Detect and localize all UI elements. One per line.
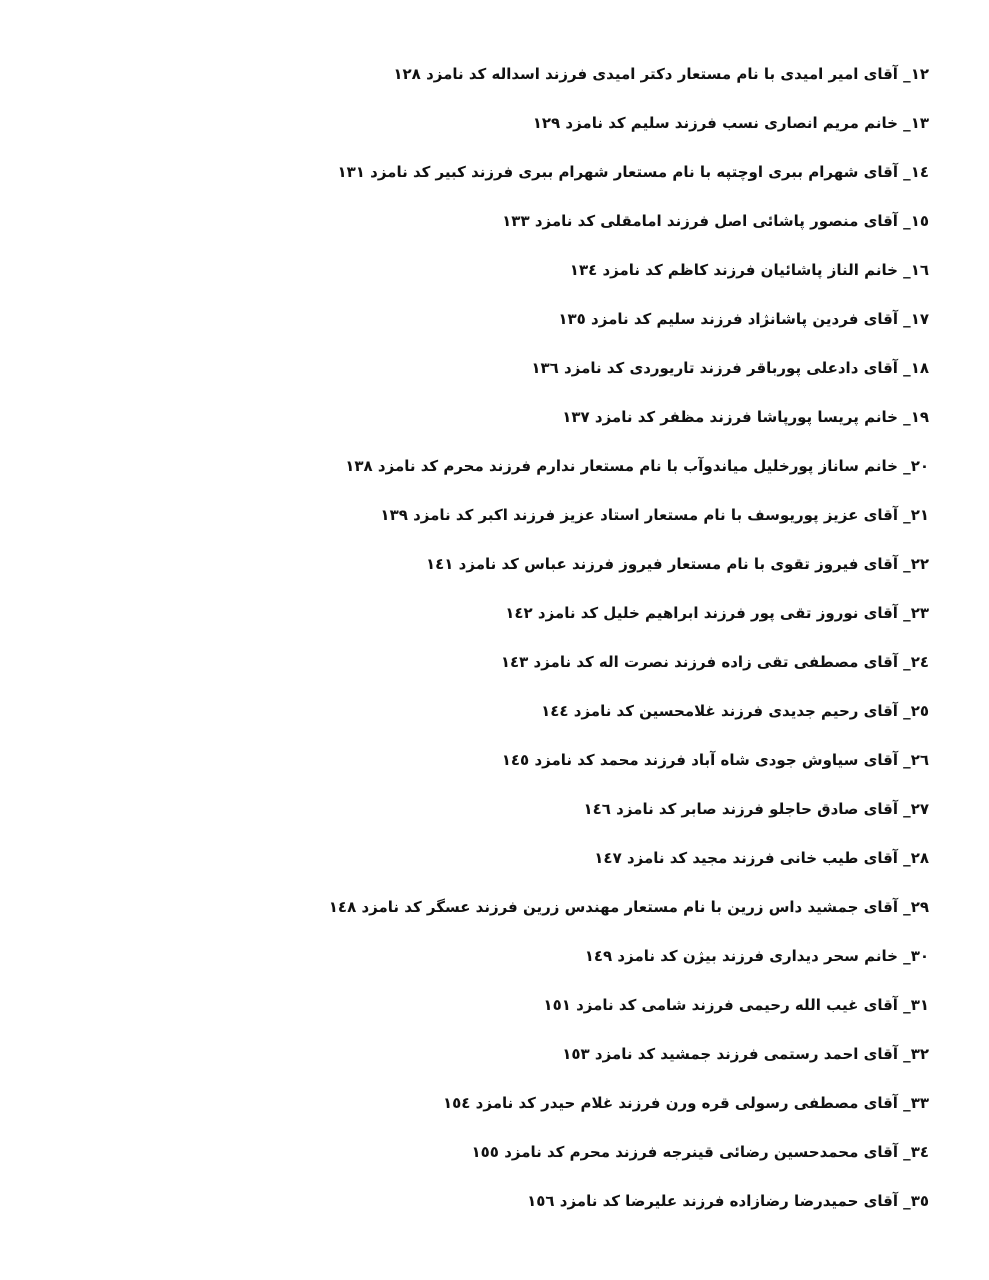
list-item: ۲۹_ آقای جمشید داس زرین با نام مستعار مهندس زرین فرزند عسگر کد نامزد ۱٤۸	[328, 898, 929, 916]
list-item: ۱٦_ خانم الناز پاشائیان فرزند کاظم کد نامزد ۱۳٤	[569, 261, 929, 279]
list-item: ۲۲_ آقای فیروز تقوی با نام مستعار فیروز فرزند عباس کد نامزد ۱٤۱	[425, 555, 929, 573]
list-item: ۲۱_ آقای عزیز پوریوسف با نام مستعار استاد عزیز فرزند اکبر کد نامزد ۱۳۹	[380, 506, 929, 524]
list-item: ۱۳_ خانم مریم انصاری نسب فرزند سلیم کد نامزد ۱۲۹	[532, 114, 929, 132]
list-item: ۱٤_ آقای شهرام ببری اوچتپه با نام مستعار شهرام ببری فرزند کبیر کد نامزد ۱۳۱	[337, 163, 929, 181]
list-item: ۱٥_ آقای منصور پاشائی اصل فرزند امامقلی کد نامزد ۱۳۳	[502, 212, 929, 230]
list-item: ۲٤_ آقای مصطفی تقی زاده فرزند نصرت اله کد نامزد ۱٤۳	[500, 653, 929, 671]
list-item: ۱۷_ آقای فردین پاشانژاد فرزند سلیم کد نامزد ۱۳٥	[558, 310, 929, 328]
list-item: ۲٥_ آقای رحیم جدیدی فرزند غلامحسین کد نامزد ۱٤٤	[541, 702, 929, 720]
list-item: ۳۰_ خانم سحر دیداری فرزند بیژن کد نامزد ۱٤۹	[584, 947, 929, 965]
list-item: ۱۹_ خانم پریسا پورپاشا فرزند مظفر کد نامزد ۱۳۷	[562, 408, 929, 426]
list-item: ۲۰_ خانم ساناز پورخلیل میاندوآب با نام مستعار ندارم فرزند محرم کد نامزد ۱۳۸	[345, 457, 929, 475]
list-item: ۱۲_ آقای امیر امیدی با نام مستعار دکتر امیدی فرزند اسداله کد نامزد ۱۲۸	[393, 65, 929, 83]
list-item: ۳۱_ آقای غیب الله رحیمی فرزند شامی کد نامزد ۱٥۱	[543, 996, 929, 1014]
list-item: ۲٦_ آقای سیاوش جودی شاه آباد فرزند محمد کد نامزد ۱٤٥	[501, 751, 929, 769]
list-item: ۳٥_ آقای حمیدرضا رضازاده فرزند علیرضا کد نامزد ۱٥٦	[527, 1192, 929, 1210]
list-item: ۲۸_ آقای طیب خانی فرزند مجید کد نامزد ۱٤۷	[594, 849, 929, 867]
list-item: ۳۳_ آقای مصطفی رسولی قره ورن فرزند غلام حیدر کد نامزد ۱٥٤	[442, 1094, 929, 1112]
candidate-list	[49, 50, 929, 1226]
list-item: ۱۸_ آقای دادعلی پورباقر فرزند تاریوردی کد نامزد ۱۳٦	[531, 359, 929, 377]
list-item: ۳۲_ آقای احمد رستمی فرزند جمشید کد نامزد ۱٥۳	[562, 1045, 929, 1063]
list-item: ۳٤_ آقای محمدحسین رضائی قینرجه فرزند محرم کد نامزد ۱٥٥	[471, 1143, 929, 1161]
list-item: ۲۷_ آقای صادق حاجلو فرزند صابر کد نامزد ۱٤٦	[583, 800, 929, 818]
list-item: ۲۳_ آقای نوروز تقی پور فرزند ابراهیم خلیل کد نامزد ۱٤۲	[505, 604, 929, 622]
